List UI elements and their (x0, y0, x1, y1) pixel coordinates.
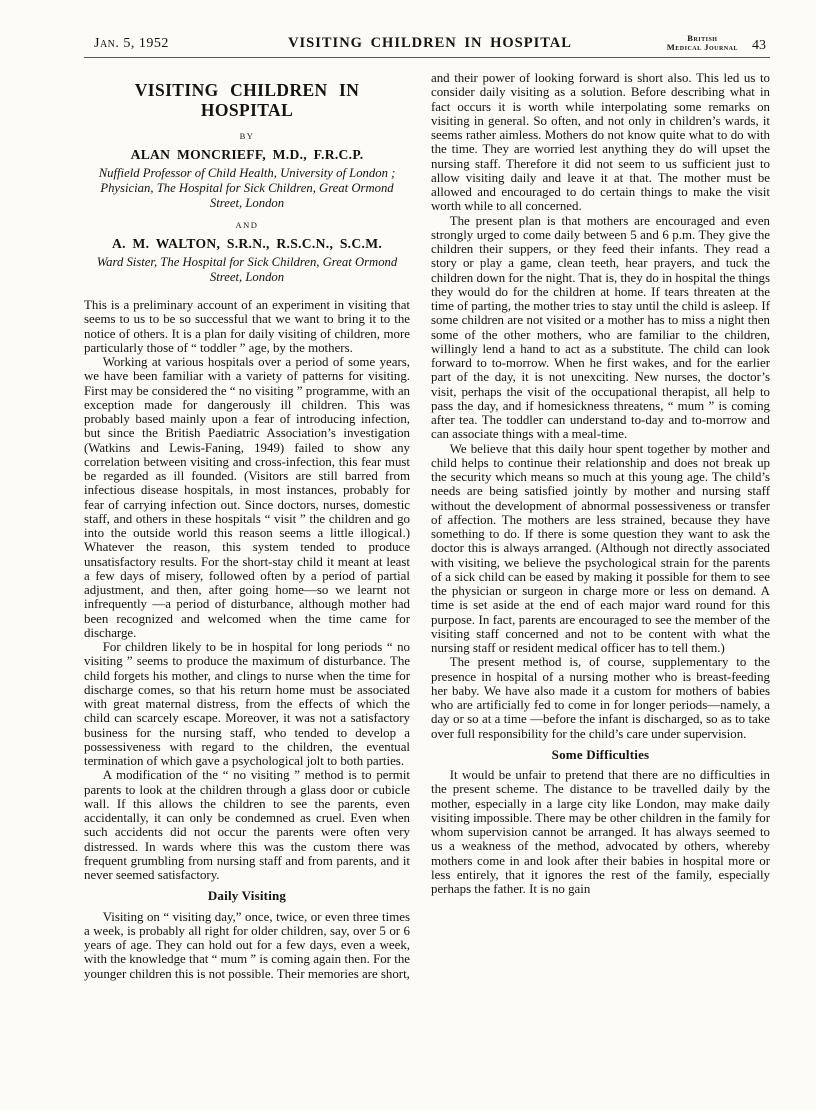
and-label: AND (235, 220, 259, 231)
journal-name-line1: British (687, 33, 718, 43)
right-column (431, 71, 770, 981)
paragraph: The present method is, of course, supplementary to the presence in hospital of a nursing mother who is breast-feeding her baby. We have also made it a custom for mothers of babies who are artificially fed to come in for longer periods—namely, a day or so at a time —before the infant is discharged, so as to take over full responsibility for the child’s care under supervision. (431, 655, 770, 741)
by-label: BY (239, 131, 255, 141)
page-number: 43 (752, 38, 767, 53)
left-column (84, 71, 410, 981)
paragraph: It would be unfair to pretend that there are no difficulties in the present scheme. The distance to be travelled daily by the mother, especially in a large city like London, may make daily visiting impossible. There may be other children in the family for whom supervision cannot be arranged. It has always seemed to us a weakness of the method, advocated by others, whereby mothers come in and look after their babies in hospital more or less entirely, that it ignores the rest of the family, especially perhaps the father. It is no gain (431, 768, 770, 896)
author-2-name: A. M. WALTON, S.R.N., R.S.C.N., S.C.M. (111, 236, 383, 252)
paragraph: We believe that this daily hour spent together by mother and child helps to continue their relationship and does not break up the security which means so much at this young age. The child’s needs are being satisfied jointly by mother and nursing staff without the development of abnormal possessiveness or transfer of affection. The mothers are less strained, because they have something to do. If there is some question they want to ask the doctor this is always arranged. (Although not directly associated with visiting, we believe the psychological strain for the parents of a sick child can be eased by making it possible for them to see the physician or surgeon in charge more or less on demand. A time is set aside at the end of each major ward round for this purpose. In fact, parents are encouraged to see the member of the visiting staff concerned and not to be content with what the nursing staff or resident medical officer has to tell them.) (431, 441, 770, 655)
paragraph: Working at various hospitals over a period of some years, we have been familiar with a variety of patterns for visiting. First may be considered the “ no visiting ” programme, with an exception made for dangerously ill children. This was probably based mainly upon a fear of introducing infection, but since the British Paediatric Association’s investigation (Watkins and Lewis-Faning, 1949) failed to show any correlation between visiting and cross-infection, this fear must be regarded as ill founded. (Visitors are still barred from infectious disease hospitals, in most instances, probably for fear of carrying infection out. Since doctors, nurses, domestic staff, and others in these hospitals “ visit ” the children and go into the outside world this reason seems a little illogical.) Whatever the reason, this system tended to produce unsatisfactory results. For the short-stay child it meant at least a few days of misery, followed often by a period of partial adjustment, and then, after going home—so we learnt not infrequently —a period of disturbance, although mother had been recognized and welcomed when the time came for discharge. (84, 355, 410, 640)
paragraph: Visiting on “ visiting day,” once, twice, or even three times a week, is probably all right for older children, say, over 5 or 6 years of age. They can hold out for a few days, even a week, with the knowledge that “ mum ” is coming again then. For the younger children this is not possible. Their memories are short, (84, 909, 410, 981)
running-head (84, 34, 770, 58)
running-head-right (572, 34, 766, 52)
journal-name (667, 34, 738, 52)
article-title: VISITING CHILDREN IN HOSPITAL (134, 80, 360, 120)
paragraph: A modification of the “ no visiting ” method is to permit parents to look at the children through a glass door or cubicle wall. If this allows the children to see the parents, even accidentally, it can only be condemned as cruel. Even when such accidents did not occur the parents were often very distressed. In wards where this was the custom there was frequent grumbling from nursing staff and from parents, and it never seemed satisfactory. (84, 768, 410, 883)
paragraph: and their power of looking forward is short also. This led us to consider daily visiting as a solution. Before describing what in fact occurs it is worth while interpolating some remarks on visiting in general. So often, and not only in children’s wards, it seems rather aimless. Mothers do not know quite what to do with the time. They are worried lest anything they do will upset the nursing staff. Therefore it did not seem to us sufficient just to allow visiting daily and leave it at that. The mother must be allowed and encouraged to do certain things to make the visit worth while to all concerned. (431, 71, 770, 214)
paragraph: For children likely to be in hospital for long periods “ no visiting ” seems to produce the maximum of disturbance. The child forgets his mother, and clings to nurse when the time for discharge comes, so that his return home must be associated with great maternal distress, from the effects of which the child can scarcely escape. Moreover, it was not a satisfactory business for the nursing staff, who tended to develop a possessiveness with regard to the children, the eventual termination of which gave a psychological jolt to both parties. (84, 640, 410, 769)
running-head-left (94, 34, 288, 52)
author-1-name: ALAN MONCRIEFF, M.D., F.R.C.P. (130, 147, 364, 163)
article-body (84, 71, 770, 981)
paragraph: The present plan is that mothers are encouraged and even strongly urged to come daily between 5 and 6 p.m. They give the children their suppers, or they feed their infants. They read a story or play a game, clean teeth, hear prayers, and tuck the children down for the night. That is, they do in hospital the things they would do for the children at home. If tears threaten at the time of parting, the mother tries to stay until the child is asleep. If some children are not visited or a mother has to miss a night then some of the other mothers, who are familiar to the children, willingly lend a hand to act as a substitute. The child can look forward to to-morrow. When he first wakes, and for the earlier part of the day, it is not unexciting. New nurses, the doctor’s visit, perhaps the visit of the occupational therapist, all help to pass the day, and if homesickness threatens, “ mum ” is coming after tea. The toddler can understand to-day and to-morrow and can associate things with a meal-time. (431, 213, 770, 442)
paragraph: This is a preliminary account of an experiment in visiting that seems to us to be so successful that we want to bring it to the notice of others. It is a plan for daily visiting of children, more particularly those of “ toddler ” age, by the mothers. (84, 298, 410, 355)
author-2-affiliation: Ward Sister, The Hospital for Sick Children, Great Ormond Street, London (96, 254, 398, 284)
journal-name-line2: Medical Journal (666, 42, 739, 52)
section-heading-daily-visiting: Daily Visiting (207, 888, 287, 904)
issue-date: Jan. 5, 1952 (94, 36, 169, 51)
author-1-affiliation: Nuffield Professor of Child Health, University of London ; Physician, The Hospital for Sick Children, Great Ormond Street, London (98, 165, 396, 210)
running-title: VISITING CHILDREN IN HOSPITAL (288, 35, 572, 51)
section-heading-some-difficulties: Some Difficulties (551, 746, 650, 762)
